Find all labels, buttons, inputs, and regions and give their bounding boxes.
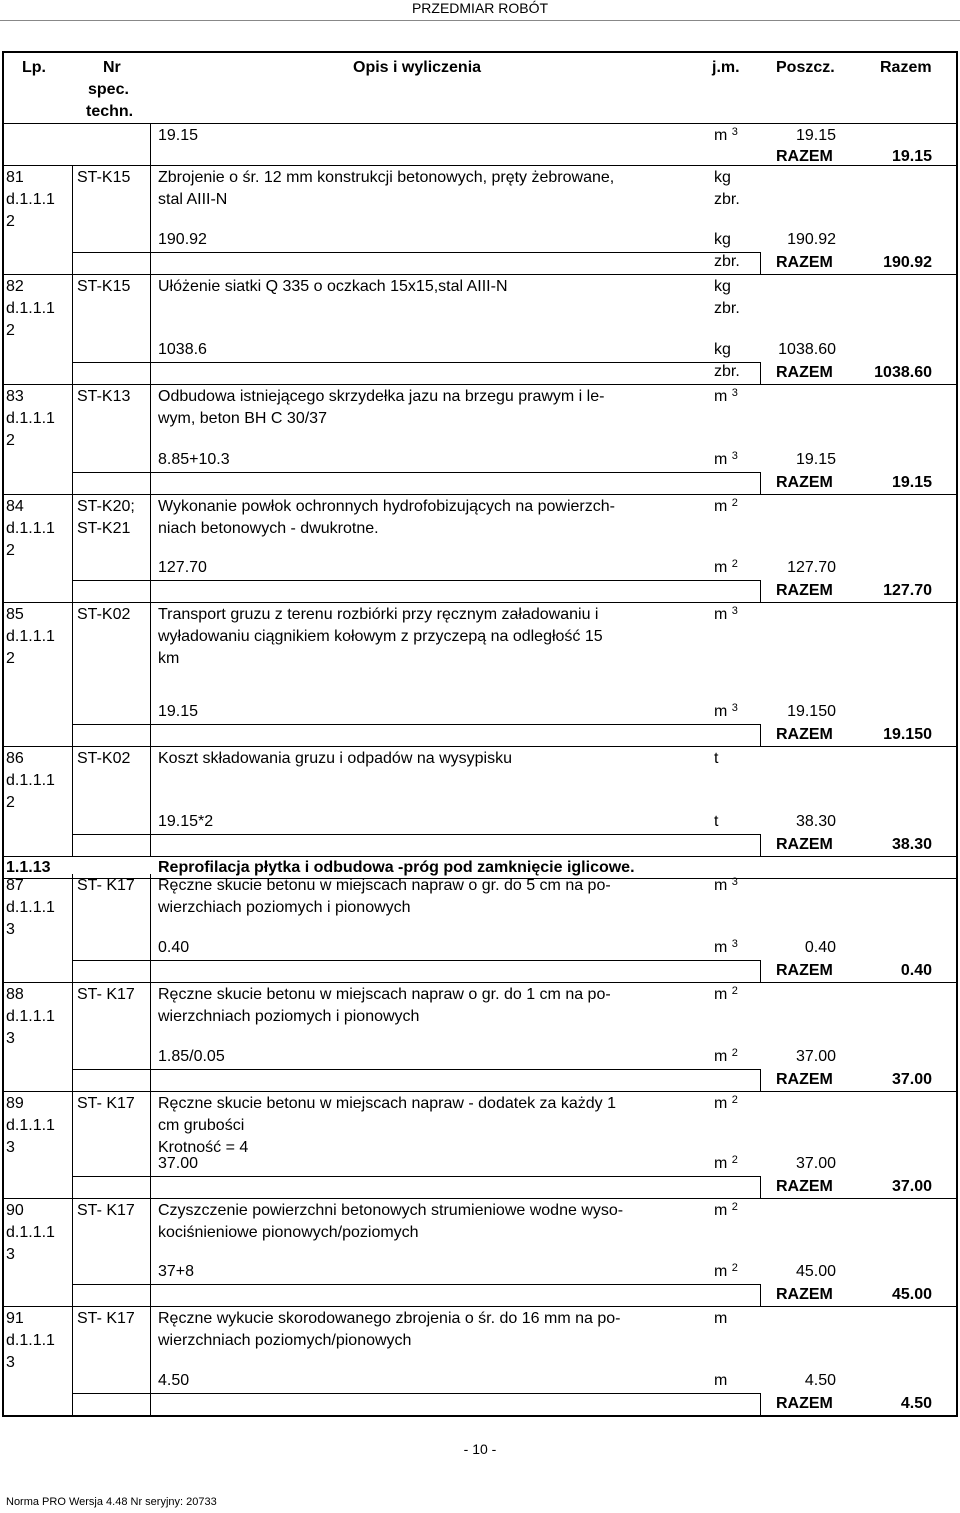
col-divider — [150, 983, 151, 1091]
item-lp: d.1.1.1 — [6, 410, 55, 427]
row-separator — [2, 1306, 958, 1307]
col-divider — [150, 1199, 151, 1306]
item-description-line: Wykonanie powłok ochronnych hydrofobizujących na powierzch- — [158, 498, 615, 515]
item-calc-unit: kg — [714, 231, 731, 248]
item-description-line: Ręczne skucie betonu w miejscach napraw o gr. do 5 cm na po- — [158, 877, 611, 894]
item-lp: 3 — [6, 1139, 15, 1156]
item-lp: 3 — [6, 921, 15, 938]
col-divider — [72, 874, 73, 982]
item-spec-number: ST-K21 — [77, 520, 131, 537]
item-lp: d.1.1.1 — [6, 899, 55, 916]
item-calc-unit-extra: zbr. — [714, 253, 740, 270]
item-calc-unit: kg — [714, 341, 731, 358]
item-spec-number: ST-K15 — [77, 169, 131, 186]
header-rule — [0, 20, 960, 21]
col-divider — [150, 275, 151, 384]
item-spec-number: ST-K02 — [77, 750, 131, 767]
col-divider — [150, 747, 151, 856]
item-calc-unit: m $^2$ — [714, 1047, 738, 1065]
item-calculation: 1038.6 — [158, 341, 207, 358]
col-divider — [72, 747, 73, 856]
item-quantity: 19.15 — [795, 451, 836, 468]
item-unit: t — [714, 750, 719, 767]
razem-label: RAZEM — [776, 254, 833, 271]
item-unit: m $^3$ — [714, 876, 738, 894]
row-separator — [2, 165, 958, 166]
item-spec-number: ST- K17 — [77, 1095, 135, 1112]
item-lp: 90 — [6, 1202, 24, 1219]
item-calc-unit: m $^3$ — [714, 938, 738, 956]
item-calculation: 19.15*2 — [158, 813, 214, 830]
calc-separator — [72, 960, 760, 961]
item-calculation: 190.92 — [158, 231, 207, 248]
item-lp: 84 — [6, 498, 24, 515]
row-separator — [2, 602, 958, 603]
item-lp: 3 — [6, 1354, 15, 1371]
item-lp: 2 — [6, 794, 15, 811]
calc-separator — [72, 472, 760, 473]
item-calculation: 37.00 — [158, 1155, 199, 1172]
section-code: 1.1.13 — [6, 859, 51, 876]
item-razem-total: 127.70 — [883, 582, 932, 599]
razem-divider — [760, 834, 761, 856]
row-separator — [2, 494, 958, 495]
item-calc-unit: m $^2$ — [714, 1262, 738, 1280]
col-header-nr-3: techn. — [86, 103, 134, 120]
col-divider — [150, 1092, 151, 1198]
col-header-jm: j.m. — [712, 59, 740, 76]
item-calc-unit: t — [714, 813, 719, 830]
row-separator — [2, 982, 958, 983]
item-lp: 89 — [6, 1095, 24, 1112]
calc-separator — [72, 834, 760, 835]
item-unit-extra: zbr. — [714, 300, 740, 317]
item-description-line: Ułóżenie siatki Q 335 o oczkach 15x15,stal AIII-N — [158, 278, 508, 295]
item-description-line: wierzchniach poziomych/pionowych — [158, 1332, 412, 1349]
document-header: PRZEDMIAR ROBÓT — [411, 0, 549, 16]
item-calc-unit-extra: zbr. — [714, 363, 740, 380]
item-description-line: Transport gruzu z terenu rozbiórki przy ręcznym załadowaniu i — [158, 606, 599, 623]
item-lp: 85 — [6, 606, 24, 623]
col-header-poszcz: Poszcz. — [776, 59, 835, 76]
col-divider — [150, 166, 151, 274]
col-header-nr-2: spec. — [88, 81, 129, 98]
razem-label: RAZEM — [776, 836, 833, 853]
carry-calc: 19.15 — [158, 127, 199, 144]
item-lp: 2 — [6, 432, 15, 449]
col-divider — [150, 874, 151, 982]
item-quantity: 190.92 — [787, 231, 836, 248]
item-unit: m — [714, 1310, 728, 1327]
item-unit: kg — [714, 169, 731, 186]
col-divider — [150, 495, 151, 602]
row-separator — [2, 274, 958, 275]
item-lp: 2 — [6, 213, 15, 230]
razem-divider — [760, 1176, 761, 1198]
item-spec-number: ST- K17 — [77, 877, 135, 894]
item-description-line: km — [158, 650, 180, 667]
item-spec-number: ST-K15 — [77, 278, 131, 295]
calc-separator — [72, 724, 760, 725]
item-razem-total: 37.00 — [891, 1178, 932, 1195]
item-description-line: wyładowaniu ciągnikiem kołowym z przyczepą na odległość 15 — [158, 628, 603, 645]
item-quantity: 0.40 — [804, 939, 836, 956]
item-unit: m $^2$ — [714, 497, 738, 515]
item-lp: d.1.1.1 — [6, 1224, 55, 1241]
item-calculation: 8.85+10.3 — [158, 451, 230, 468]
item-quantity: 45.00 — [795, 1263, 836, 1280]
row-separator — [2, 1415, 958, 1416]
item-description-line: wierzchiach poziomych i pionowych — [158, 899, 411, 916]
item-lp: d.1.1.1 — [6, 772, 55, 789]
col-header-razem: Razem — [880, 59, 932, 76]
item-lp: d.1.1.1 — [6, 1117, 55, 1134]
razem-label: RAZEM — [776, 1178, 833, 1195]
item-description-line: Ręczne skucie betonu w miejscach napraw o gr. do 1 cm na po- — [158, 986, 611, 1003]
col-divider — [72, 385, 73, 494]
page-number: - 10 - — [463, 1441, 497, 1457]
row-separator — [2, 1091, 958, 1092]
item-lp: 2 — [6, 542, 15, 559]
item-calc-unit: m $^3$ — [714, 450, 738, 468]
item-lp: 3 — [6, 1246, 15, 1263]
razem-label: RAZEM — [776, 582, 833, 599]
item-spec-number: ST-K20; — [77, 498, 135, 515]
item-unit: m $^2$ — [714, 985, 738, 1003]
col-header-opis: Opis i wyliczenia — [353, 59, 482, 76]
razem-label: RAZEM — [776, 1286, 833, 1303]
calc-separator — [72, 1176, 760, 1177]
col-header-lp: Lp. — [22, 59, 46, 76]
col-divider — [150, 385, 151, 494]
razem-divider — [760, 362, 761, 384]
item-calc-unit: m $^3$ — [714, 702, 738, 720]
razem-label: RAZEM — [776, 726, 833, 743]
item-description-line: Ręczne wykucie skorodowanego zbrojenia o śr. do 16 mm na po- — [158, 1310, 621, 1327]
item-lp: 2 — [6, 650, 15, 667]
software-footer: Norma PRO Wersja 4.48 Nr seryjny: 20733 — [6, 1496, 217, 1508]
item-calculation: 4.50 — [158, 1372, 190, 1389]
row-separator — [2, 746, 958, 747]
item-lp: 87 — [6, 877, 24, 894]
row-separator — [2, 384, 958, 385]
carry-unit: m $^3$ — [714, 126, 738, 144]
carry-divider — [150, 123, 151, 165]
item-razem-total: 19.15 — [891, 474, 932, 491]
col-divider — [72, 1307, 73, 1415]
item-razem-total: 38.30 — [891, 836, 932, 853]
item-calc-unit: m $^2$ — [714, 1154, 738, 1172]
razem-label: RAZEM — [776, 148, 833, 165]
item-lp: 91 — [6, 1310, 24, 1327]
calc-separator — [72, 1284, 760, 1285]
item-lp: 81 — [6, 169, 24, 186]
item-quantity: 19.150 — [787, 703, 836, 720]
header-separator — [2, 123, 958, 124]
item-description-line: cm grubości — [158, 1117, 245, 1134]
razem-divider — [760, 960, 761, 982]
section-title: Reprofilacja płytka i odbudowa -próg pod zamknięcie iglicowe. — [158, 859, 635, 876]
col-divider — [72, 1092, 73, 1198]
col-divider — [72, 1199, 73, 1306]
item-description-line: Ręczne skucie betonu w miejscach napraw - dodatek za każdy 1 — [158, 1095, 617, 1112]
item-unit: m $^2$ — [714, 1201, 738, 1219]
item-lp: 82 — [6, 278, 24, 295]
item-lp: 86 — [6, 750, 24, 767]
col-divider — [72, 166, 73, 274]
item-lp: 83 — [6, 388, 24, 405]
item-description-line: stal AIII-N — [158, 191, 228, 208]
item-description-line: Zbrojenie o śr. 12 mm konstrukcji betonowych, pręty żebrowane, — [158, 169, 615, 186]
item-razem-total: 45.00 — [891, 1286, 932, 1303]
calc-separator — [72, 252, 760, 253]
carry-value: 19.15 — [795, 127, 836, 144]
item-description-line: niach betonowych - dwukrotne. — [158, 520, 379, 537]
item-unit: m $^3$ — [714, 387, 738, 405]
item-quantity: 37.00 — [795, 1048, 836, 1065]
calc-separator — [72, 362, 760, 363]
item-quantity: 4.50 — [804, 1372, 836, 1389]
item-razem-total: 4.50 — [900, 1395, 932, 1412]
item-razem-total: 190.92 — [883, 254, 932, 271]
item-description-line: kociśnieniowe pionowych/poziomych — [158, 1224, 419, 1241]
item-unit: kg — [714, 278, 731, 295]
row-separator — [2, 1198, 958, 1199]
item-description-line: Koszt składowania gruzu i odpadów na wysypisku — [158, 750, 512, 767]
col-header-nr-1: Nr — [103, 59, 121, 76]
item-lp: 88 — [6, 986, 24, 1003]
item-description-line: Odbudowa istniejącego skrzydełka jazu na brzegu prawym i le- — [158, 388, 605, 405]
item-lp: d.1.1.1 — [6, 628, 55, 645]
item-description-line: Krotność = 4 — [158, 1139, 249, 1156]
item-calc-unit: m $^2$ — [714, 558, 738, 576]
razem-divider — [760, 1393, 761, 1415]
col-divider — [72, 983, 73, 1091]
razem-divider — [760, 1284, 761, 1306]
carry-razem: 19.15 — [891, 148, 932, 165]
item-razem-total: 1038.60 — [874, 364, 932, 381]
item-lp: 3 — [6, 1030, 15, 1047]
item-description-line: wym, beton BH C 30/37 — [158, 410, 327, 427]
item-spec-number: ST-K02 — [77, 606, 131, 623]
calc-separator — [72, 580, 760, 581]
item-lp: d.1.1.1 — [6, 300, 55, 317]
col-divider — [72, 495, 73, 602]
item-spec-number: ST- K17 — [77, 986, 135, 1003]
calc-separator — [72, 1393, 760, 1394]
item-spec-number: ST- K17 — [77, 1310, 135, 1327]
item-calculation: 37+8 — [158, 1263, 195, 1280]
item-description-line: wierzchniach poziomych i pionowych — [158, 1008, 420, 1025]
razem-label: RAZEM — [776, 1395, 833, 1412]
razem-label: RAZEM — [776, 364, 833, 381]
calc-separator — [72, 1069, 760, 1070]
item-calc-unit: m — [714, 1372, 728, 1389]
item-calculation: 127.70 — [158, 559, 207, 576]
item-quantity: 1038.60 — [778, 341, 836, 358]
item-unit: m $^2$ — [714, 1094, 738, 1112]
item-spec-number: ST- K17 — [77, 1202, 135, 1219]
item-razem-total: 37.00 — [891, 1071, 932, 1088]
item-lp: d.1.1.1 — [6, 1008, 55, 1025]
razem-divider — [760, 580, 761, 602]
item-calculation: 1.85/0.05 — [158, 1048, 225, 1065]
razem-label: RAZEM — [776, 474, 833, 491]
item-lp: 2 — [6, 322, 15, 339]
item-description-line: Czyszczenie powierzchni betonowych strumieniowe wodne wyso- — [158, 1202, 624, 1219]
item-unit-extra: zbr. — [714, 191, 740, 208]
razem-label: RAZEM — [776, 962, 833, 979]
item-razem-total: 0.40 — [900, 962, 932, 979]
item-lp: d.1.1.1 — [6, 191, 55, 208]
item-spec-number: ST-K13 — [77, 388, 131, 405]
item-lp: d.1.1.1 — [6, 1332, 55, 1349]
item-lp: d.1.1.1 — [6, 520, 55, 537]
razem-label: RAZEM — [776, 1071, 833, 1088]
razem-divider — [760, 1069, 761, 1091]
razem-divider — [760, 472, 761, 494]
item-calculation: 0.40 — [158, 939, 190, 956]
razem-divider — [760, 724, 761, 746]
item-calculation: 19.15 — [158, 703, 199, 720]
col-divider — [72, 275, 73, 384]
col-divider — [150, 1307, 151, 1415]
item-quantity: 127.70 — [787, 559, 836, 576]
razem-divider — [760, 252, 761, 274]
item-quantity: 37.00 — [795, 1155, 836, 1172]
item-unit: m $^3$ — [714, 605, 738, 623]
item-razem-total: 19.150 — [883, 726, 932, 743]
item-quantity: 38.30 — [795, 813, 836, 830]
